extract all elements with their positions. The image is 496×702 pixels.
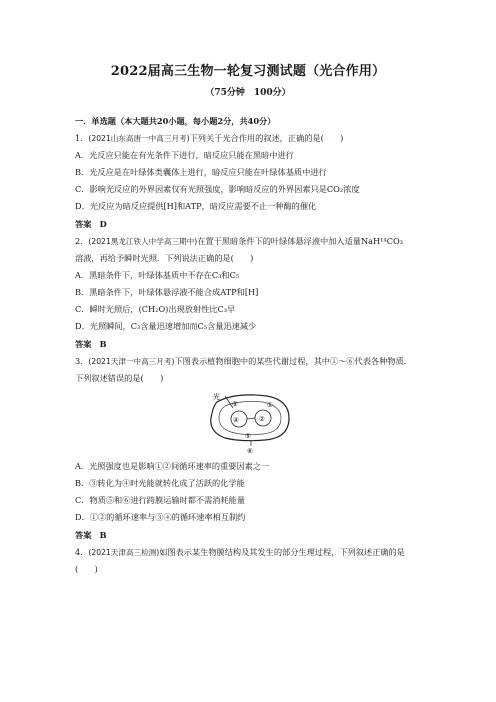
question-1-option-a: A．光反应只能在有光条件下进行，暗反应只能在黑暗中进行: [75, 150, 294, 160]
question-number: 1．: [75, 133, 89, 143]
question-3-option-b: B．③转化为④时光能就转化成了活跃的化学能: [75, 478, 245, 488]
question-text: 下图表示植物细胞中的某些代谢过程，其中①～⑥代表各种物质．: [174, 356, 412, 366]
question-source: (2021天津高三检测): [88, 548, 160, 557]
question-number: 3．: [75, 356, 89, 366]
cell-diagram-figure: [205, 392, 295, 454]
metabolism-diagram: [205, 392, 295, 458]
question-text: 如图表示某生物膜结构及其发生的部分生理过程，下列叙述正确的是: [159, 547, 405, 557]
question-1-option-c: C．影响光反应的外界因素仅有光照强度，影响暗反应的外界因素只是CO₂浓度: [75, 184, 360, 194]
diagram-label-2: ②: [259, 415, 265, 423]
question-2-option-a: A．黑暗条件下，叶绿体基质中不存在C₃和C₅: [75, 270, 240, 280]
question-3-option-a: A．光照强度也是影响①②间循环速率的重要因素之一: [75, 461, 270, 471]
diagram-label-3: ③: [232, 400, 238, 408]
question-number: 2．: [75, 236, 89, 246]
question-3-option-d: D．①②的循环速率与③④的循环速率相互制约: [75, 512, 246, 522]
connector-arrow: [247, 418, 255, 419]
diagram-label-light: 光: [213, 393, 220, 401]
question-1-option-d: D．光反应为暗反应提供[H]和ATP，暗反应需要不止一种酶的催化: [75, 201, 317, 211]
question-source: (2021天津一中高三月考): [88, 357, 175, 366]
question-2-stem-continued: 溶液，再给予瞬时光照．下列说法正确的是( ): [75, 253, 254, 263]
question-2-stem: [75, 236, 403, 247]
question-2-answer: 答案 B: [75, 339, 107, 349]
question-3-answer: 答案 B: [75, 530, 107, 540]
question-text: 在置于黑暗条件下的叶绿体悬浮液中加入适量NaH¹⁴CO₃: [197, 236, 403, 246]
question-4-stem: [75, 547, 405, 558]
question-1-option-b: B．光反应是在叶绿体类囊体上进行，暗反应只能在叶绿体基质中进行: [75, 167, 327, 177]
diagram-label-1: ①: [267, 401, 273, 409]
question-1-answer: 答案 D: [75, 219, 107, 229]
question-number: 4．: [75, 547, 89, 557]
diagram-label-4: ④: [233, 416, 239, 424]
question-2-option-d: D．光照瞬间，C₃含量迅速增加而C₅含量迅速减少: [75, 321, 257, 331]
question-source: (2021黑龙江铁人中学高三期中): [88, 237, 198, 246]
question-3-option-c: C．物质⑤和⑥进行跨膜运输时都不需消耗能量: [75, 495, 246, 505]
diagram-label-6: ⑥: [247, 447, 253, 454]
document-subtitle: （75分钟 100分）: [205, 88, 291, 98]
question-1-stem: [75, 133, 343, 144]
question-text: 下列关于光合作用的叙述，正确的是( ): [189, 133, 344, 143]
question-source: (2021山东高唐一中高三月考): [88, 134, 190, 143]
document-title: 2022届高三生物一轮复习测试题（光合作用）: [110, 64, 386, 79]
question-4-stem-continued: ( ): [75, 564, 98, 574]
question-3-stem-continued: 下列叙述错误的是( ): [75, 373, 164, 383]
question-2-option-b: B．黑暗条件下，叶绿体悬浮液不能合成ATP和[H]: [75, 287, 259, 297]
diagram-label-5: ⑤: [245, 432, 251, 440]
question-2-option-c: C．瞬时光照后，(CH₂O)出现放射性比C₃早: [75, 304, 236, 314]
question-3-stem: [75, 356, 412, 367]
section-heading: 一．单选题（本大题共20小题，每小题2分，共40分）: [75, 116, 276, 126]
